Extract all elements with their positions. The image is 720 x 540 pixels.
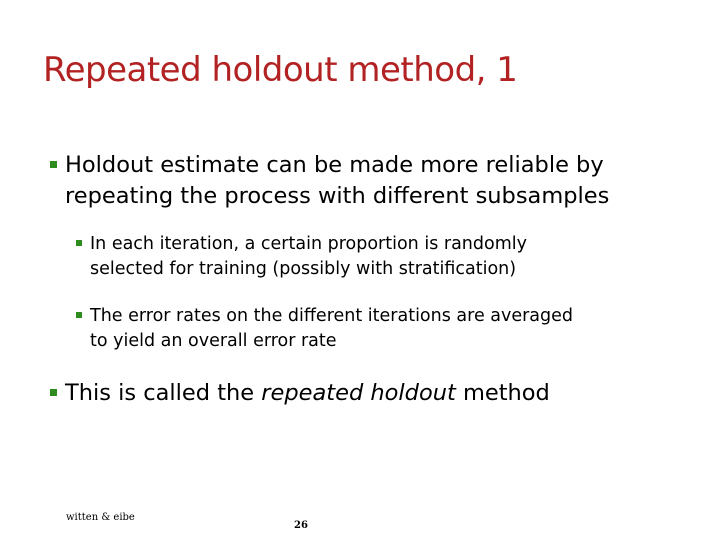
sub-bullet-each-iteration bbox=[76, 232, 527, 282]
bullet-line: repeating the process with different subsamples bbox=[65, 183, 610, 209]
bullet-text-suffix: method bbox=[455, 380, 550, 406]
square-bullet-icon bbox=[76, 312, 82, 318]
sub-bullet-line: In each iteration, a certain proportion is randomly bbox=[90, 234, 527, 254]
bullet-repeated-holdout bbox=[50, 378, 550, 409]
slide-title: Repeated holdout method, 1 bbox=[43, 50, 518, 90]
sub-bullet-line: The error rates on the different iterations are averaged bbox=[90, 306, 574, 326]
page-number: 26 bbox=[294, 520, 308, 531]
square-bullet-icon bbox=[76, 240, 82, 246]
emphasized-term: repeated holdout bbox=[261, 380, 456, 406]
square-bullet-icon bbox=[50, 389, 57, 396]
bullet-text-prefix: This is called the bbox=[65, 380, 262, 406]
bullet-text bbox=[65, 150, 609, 212]
sub-bullet-error-rates bbox=[76, 304, 573, 354]
sub-bullet-text bbox=[90, 304, 573, 354]
sub-bullet-text bbox=[90, 232, 527, 282]
bullet-holdout-estimate bbox=[50, 150, 609, 212]
sub-bullet-line: to yield an overall error rate bbox=[90, 331, 337, 351]
bullet-line: Holdout estimate can be made more reliable by bbox=[65, 152, 604, 178]
sub-bullet-line: selected for training (possibly with stratification) bbox=[90, 259, 517, 279]
square-bullet-icon bbox=[50, 161, 57, 168]
footer-credit: witten & eibe bbox=[66, 512, 135, 523]
bullet-text bbox=[65, 378, 550, 409]
